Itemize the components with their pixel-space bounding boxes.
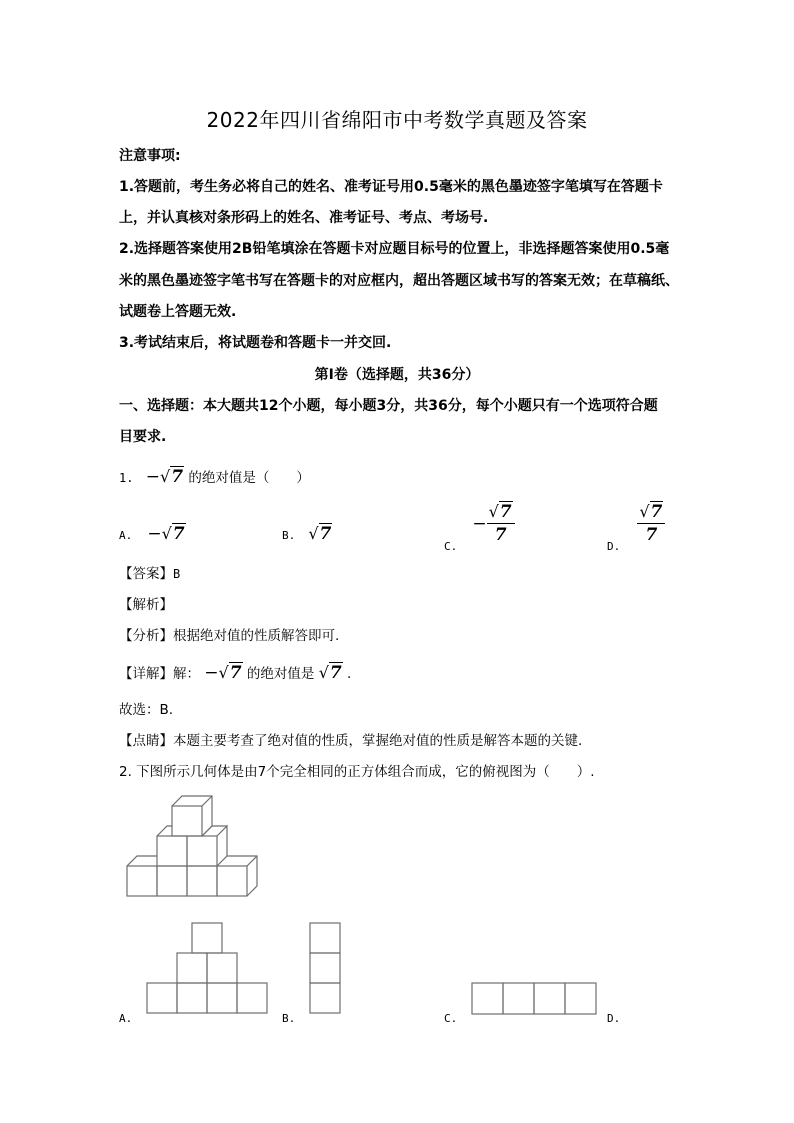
question-2-stem: 2. 下图所示几何体是由7个完全相同的正方体组合而成，它的俯视图为（ ）.: [119, 764, 595, 780]
xiangjie-prefix: 解：: [173, 666, 200, 682]
denominator: 7: [494, 525, 507, 545]
analysis-tag: 【解析】: [119, 597, 173, 613]
sqrt-expression: [162, 524, 186, 544]
option-label: B.: [282, 529, 296, 542]
option-a-label[interactable]: A.: [119, 1012, 133, 1025]
choice-line: 故选：B.: [119, 702, 174, 718]
square: [565, 983, 596, 1014]
option-a[interactable]: [119, 524, 186, 544]
radicand: 7: [171, 467, 184, 487]
minus-sign: −: [147, 524, 162, 544]
section-title: 第Ⅰ卷（选择题，共36分）: [314, 367, 480, 383]
option-a-figure[interactable]: [145, 921, 270, 1016]
cube-figure: [115, 785, 280, 905]
section-intro: 一、选择题：本大题共12个小题，每小题3分，共36分，每个小题只有一个选项符合题: [119, 398, 658, 414]
sqrt-expression: [160, 467, 184, 487]
sqrt-symbol: √: [318, 663, 329, 682]
sqrt-expression: [219, 663, 243, 683]
square: [534, 983, 565, 1014]
cube-face: [187, 866, 217, 896]
notice-line: 试题卷上答题无效.: [119, 304, 237, 320]
cube-face: [172, 806, 202, 836]
question-text: 的绝对值是（ ）: [188, 470, 310, 486]
option-b-figure[interactable]: [308, 921, 343, 1016]
sqrt-expression: [319, 663, 343, 683]
xiangjie-line: [119, 662, 351, 683]
fenxi-tag: 【分析】: [119, 628, 173, 644]
minus-sign: −: [145, 467, 160, 487]
dianjing-text: 本题主要考查了绝对值的性质，掌握绝对值的性质是解答本题的关键.: [173, 733, 583, 749]
radicand: 7: [650, 502, 663, 522]
option-label: C.: [444, 540, 458, 553]
radicand: 7: [499, 502, 512, 522]
cube-face: [187, 836, 217, 866]
option-d-label[interactable]: D.: [607, 1012, 621, 1025]
cube-face: [217, 866, 247, 896]
notice-line: 3.考试结束后，将试题卷和答题卡一并交回.: [119, 335, 392, 351]
question-number: 1.: [119, 471, 134, 485]
square: [310, 983, 340, 1013]
section-intro: 目要求.: [119, 429, 167, 445]
fenxi-line: [119, 624, 339, 644]
sqrt-symbol: √: [160, 467, 171, 486]
notice-line: 2.选择题答案使用2B铅笔填涂在答题卡对应题目标号的位置上，非选择题答案使用0.5毫: [119, 241, 670, 257]
cube-edge: [202, 796, 212, 806]
radicand: 7: [319, 524, 332, 544]
square: [310, 923, 340, 953]
cube-face: [157, 836, 187, 866]
square: [192, 923, 222, 953]
denominator: 7: [645, 525, 658, 545]
radicand: 7: [172, 524, 185, 544]
numerator: [487, 502, 515, 524]
cube-face: [157, 866, 187, 896]
sqrt-expression: [308, 524, 332, 544]
sqrt-symbol: √: [308, 524, 319, 543]
minus-sign: −: [472, 513, 487, 534]
cube-edge: [202, 826, 227, 836]
square: [177, 953, 207, 983]
cube-edge: [157, 826, 172, 836]
answer-value: B: [173, 567, 181, 581]
square: [472, 983, 503, 1014]
option-d[interactable]: [607, 502, 665, 553]
dianjing-line: [119, 729, 582, 749]
option-b-label[interactable]: B.: [282, 1012, 296, 1025]
option-label: A.: [119, 529, 133, 542]
cube-edge: [127, 856, 157, 866]
option-c-figure[interactable]: [470, 981, 600, 1016]
sqrt-symbol: √: [639, 502, 650, 521]
notice-heading: 注意事项:: [119, 148, 181, 164]
square: [207, 953, 237, 983]
sqrt-symbol: √: [218, 663, 229, 682]
answer-line: [119, 562, 180, 582]
notice-line: 上，并认真核对条形码上的姓名、准考证号、考点、考场号.: [119, 210, 489, 226]
notice-line: 米的黑色墨迹签字笔书写在答题卡的对应框内，超出答题区域书写的答案无效；在草稿纸、: [119, 273, 679, 289]
cube-edge: [217, 826, 227, 856]
minus-sign: −: [204, 663, 219, 683]
option-b[interactable]: [282, 524, 332, 544]
square: [503, 983, 534, 1014]
xiangjie-mid-text: 的绝对值是: [246, 666, 315, 682]
square: [207, 983, 237, 1013]
fenxi-text: 根据绝对值的性质解答即可.: [173, 628, 340, 644]
square: [147, 983, 177, 1013]
fraction: [487, 502, 515, 545]
square: [237, 983, 267, 1013]
document-title: 2022年四川省绵阳市中考数学真题及答案: [206, 108, 588, 132]
question-1-stem: [119, 466, 310, 487]
xiangjie-tag: 【详解】: [119, 666, 173, 682]
sqrt-symbol: √: [488, 502, 499, 521]
cube-face: [127, 866, 157, 896]
sqrt-symbol: √: [161, 524, 172, 543]
period: .: [347, 666, 352, 682]
fraction: [637, 502, 665, 545]
notice-line: 1.答题前，考生务必将自己的姓名、准考证号用0.5毫米的黑色墨迹签字笔填写在答题卡: [119, 179, 663, 195]
option-label: D.: [607, 540, 621, 553]
answer-tag: 【答案】: [119, 566, 173, 582]
dianjing-tag: 【点睛】: [119, 733, 173, 749]
option-c[interactable]: [444, 502, 515, 553]
square: [310, 953, 340, 983]
radicand: 7: [229, 663, 242, 683]
option-c-label[interactable]: C.: [444, 1012, 458, 1025]
square: [177, 983, 207, 1013]
numerator: [637, 502, 665, 524]
radicand: 7: [329, 663, 342, 683]
cube-edge: [247, 856, 257, 866]
